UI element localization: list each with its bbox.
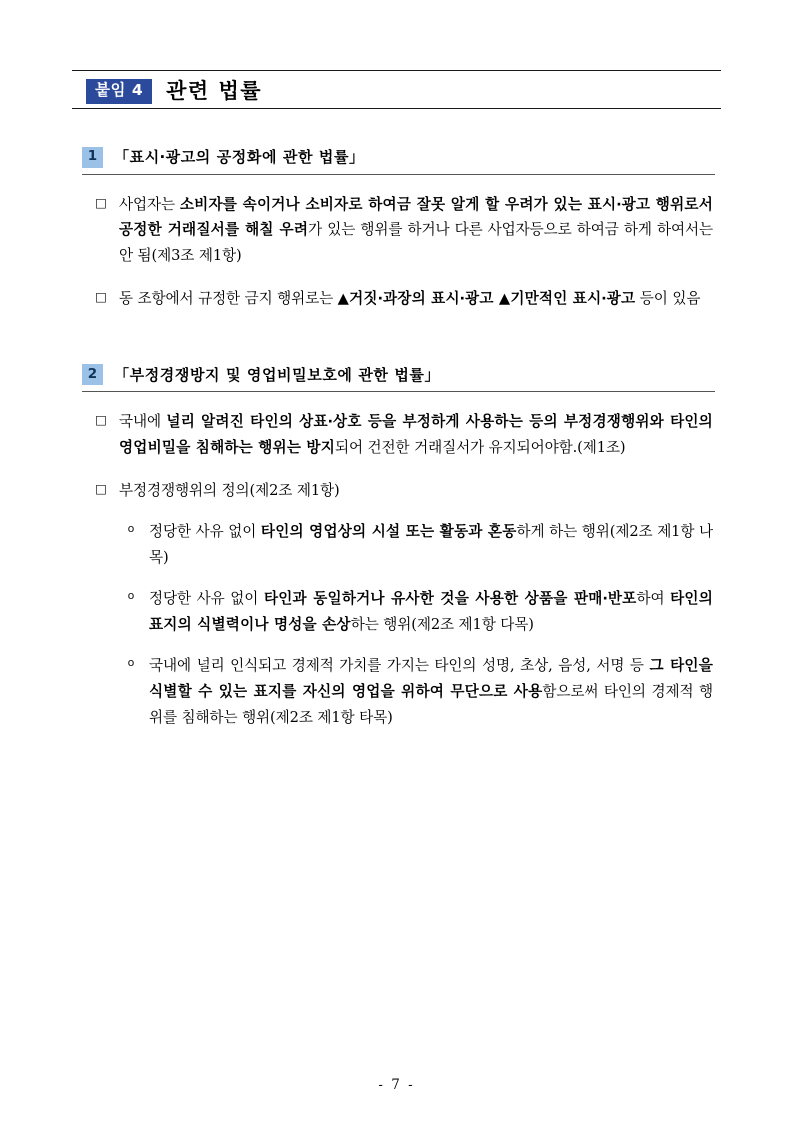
- section-1-title: 「표시‧광고의 공정화에 관한 법률」: [114, 147, 365, 166]
- list-item-text: 국내에 널리 알려진 타인의 상표‧상호 등을 부정하게 사용하는 등의 부정경쟁행위와 타인의 영업비밀을 침해하는 행위는 방지되어 건전한 거래질서가 유지되어야함.(제1조): [119, 413, 713, 457]
- bullet-marker-square: □: [95, 194, 107, 210]
- bullet-marker-circle: o: [127, 589, 135, 603]
- sub-list-item: [124, 653, 721, 731]
- list-item: [94, 409, 721, 461]
- bullet-marker-square: □: [95, 481, 107, 497]
- section-1-number: 1: [82, 147, 103, 168]
- bullet-marker-circle: o: [127, 656, 135, 670]
- list-item: [94, 286, 721, 312]
- bullet-marker-square: □: [95, 412, 107, 428]
- list-item-text: 부정경쟁행위의 정의(제2조 제1항): [119, 482, 340, 500]
- sub-list-item: [124, 586, 721, 638]
- bullet-marker-circle: o: [127, 522, 135, 536]
- document-title-row: [72, 79, 721, 109]
- attachment-tag: 붙임 4: [86, 79, 152, 104]
- sub-list-item-text: 정당한 사유 없이 타인과 동일하거나 유사한 것을 사용한 상품을 판매‧반포하여 타인의 표지의 식별력이나 명성을 손상하는 행위(제2조 제1항 다목): [149, 590, 714, 634]
- list-item-text: 동 조항에서 규정한 금지 행위로는 ▲거짓‧과장의 표시‧광고 ▲기만적인 표시‧광고 등이 있음: [119, 290, 701, 308]
- section-1: [72, 147, 721, 313]
- sub-list-item-text: 국내에 널리 인식되고 경제적 가치를 가지는 타인의 성명, 초상, 음성, 서명 등 그 타인을 식별할 수 있는 표지를 자신의 영업을 위하여 무단으로 사용함으로써 타인의 경제적 행위를 침해하는 행위(제2조 제1항 타목): [149, 657, 714, 727]
- page-number: - 7 -: [378, 1077, 415, 1093]
- title-top-rule: [72, 70, 721, 71]
- sub-list-item-text: 정당한 사유 없이 타인의 영업상의 시설 또는 활동과 혼동하게 하는 행위(제2조 제1항 나목): [149, 523, 713, 567]
- list-item: [94, 192, 721, 270]
- list-item-text: 사업자는 소비자를 속이거나 소비자로 하여금 잘못 알게 할 우려가 있는 표시‧광고 행위로서 공정한 거래질서를 해칠 우려가 있는 행위를 하거나 다른 사업자등으로 하여금 하게 하여서는 안 됨(제3조 제1항): [119, 195, 713, 265]
- page-title: 관련 법률: [166, 78, 263, 103]
- list-item: [94, 478, 721, 504]
- section-2-heading: [82, 364, 715, 392]
- section-1-heading: [82, 147, 715, 175]
- sub-list-item: [124, 519, 721, 571]
- section-2: [72, 364, 721, 731]
- section-2-title: 「부정경쟁방지 및 영업비밀보호에 관한 법률」: [114, 365, 441, 384]
- bullet-marker-square: □: [95, 289, 107, 305]
- section-2-number: 2: [82, 364, 103, 385]
